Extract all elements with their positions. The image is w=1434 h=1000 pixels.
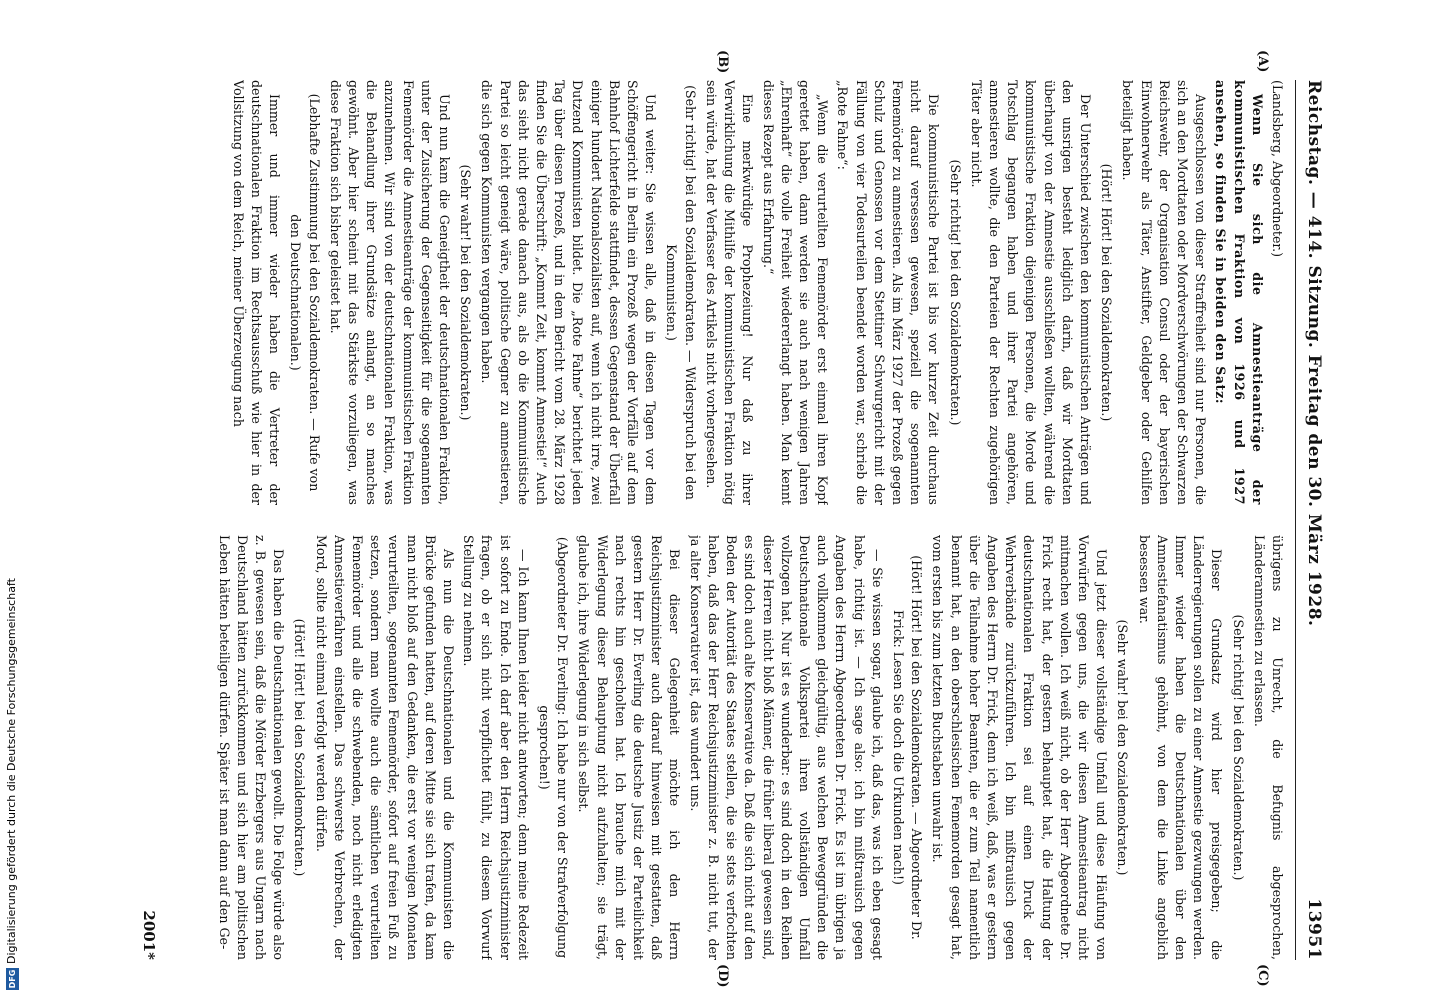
- left-column: [166, 80, 1286, 505]
- quote: „Wenn die verurteilten Fememörder erst einmal ihren Kopf gerettet haben, dann werden sie auch nach wenigen Jahren „Ehrenhaft“ die volle Freiheit wiedererlangt haben. Man kennt dieses Rezept aus Erfahrung.“: [760, 80, 831, 505]
- margin-mark-c: (C): [1255, 964, 1270, 987]
- paragraph: Eine merkwürdige Prophezeiung! Nur daß zu ihrer Verwirklichung die Mithilfe der kommunistischen Fraktion nötig sein würde, hat der Verfasser des Artikels nicht vorhergesehen.: [703, 80, 756, 505]
- interjection: (Lebhafte Zustimmung bei den Sozialdemokraten. — Rufe von den Deutschnationalen.): [288, 93, 322, 492]
- paragraph: Die kommunistische Partei ist bis vor kurzer Zeit durchaus nicht darauf versessen gewesen, speziell die sogenannten Fememörder zu amnestieren. Als im März 1927 der Prozeß gegen Schulz und Genossen vor dem Stettiner Schwurgericht mit der Fällung von vier Todesurteilen beendet worden war, schrieb die „Rote Fahne“:: [835, 80, 942, 505]
- margin-mark-b: (B): [715, 50, 730, 74]
- rotated-page-content: [120, 50, 1330, 988]
- paragraph: (Landsberg, Abgeordneter.): [1270, 80, 1285, 257]
- margin-mark-a: (A): [1255, 50, 1270, 73]
- digitization-note-text: Digitalisierung gefördert durch die Deutsche Forschungsgemeinschaft: [5, 578, 18, 964]
- paragraph: Das haben die Deutschnationalen gewollt. Die Folge würde also z. B. gewesen sein, daß die Mörder Erzbergers aus Ungarn nach Deutschland hätten zurückkommen und sich hier am politischen Leben hätten beteiligen dürfen. Später ist man dann auf den Ge-: [216, 535, 287, 960]
- interjection: (Sehr wahr! bei den Sozialdemokraten.): [458, 164, 474, 421]
- interjection: (Sehr richtig! bei den Sozialdemokraten. — Widerspruch bei den Kommunisten.): [664, 85, 698, 500]
- interjection: (Sehr wahr! bei den Sozialdemokraten.): [1115, 619, 1131, 876]
- paragraph: Und weiter: Sie wissen alle, daß in diesen Tagen vor dem Schöffengericht in Berlin ein Prozeß wegen der Vorfälle auf dem Bahnhof Lichterfelde stattfindet, dessen Gegenstand der Überfall einiger hundert Nationalsozialisten auf, wenn ich nicht irre, zwei Dutzend Kommunisten bildet. Die „Rote Fahne“ berichtet jeden Tag über diesen Prozeß, und in dem Bericht vom 28. März 1928 finden Sie die Überschrift: „Kommt Zeit, kommt Amnestie!“ Auch das sieht nicht gerade danach aus, als ob die Kommunistische Partei so leicht geneigt wäre, politische Gegner zu amnestieren, die sich gegen Kommunisten vergangen haben.: [479, 80, 659, 505]
- scanned-page: [120, 50, 1330, 988]
- paragraph: Dieser Grundsatz wird hier preisgegeben; die Länderregierungen sollen zu einer Amnestie gezwungen werden. Immer wieder haben die Deutschnationalen über den Amnestiefanatismus gehöhnt, von dem die Linke angeblich besessen war.: [1136, 535, 1225, 960]
- interjection: (Sehr richtig! bei den Sozialdemokraten.): [1230, 614, 1246, 881]
- dfg-logo-icon: DFG: [7, 969, 17, 989]
- paragraph: Und nun kam die Geneigtheit der deutschnationalen Fraktion, unter der Zusicherung der Gegenseitigkeit für die sogenannten Fememörder die Amnestieanträge der kommunistischen Fraktion anzunehmen. Wir sind von der deutschnationalen Fraktion, was die Behandlung ihrer Grundsätze anlangt, an so manches gewöhnt. Aber hier scheint mit das Stärkste vorzuliegen, was diese Fraktion sich bisher geleistet hat.: [327, 80, 453, 505]
- signature-mark: 2001*: [140, 910, 158, 960]
- interjection: (Hört! Hört! bei den Sozialdemokraten.): [1099, 163, 1115, 422]
- margin-mark-d: (D): [715, 964, 730, 988]
- paragraph: — Sie wissen sogar, glaube ich, daß das, was ich eben gesagt habe, richtig ist. — Ich sage also: ich bin mißtrauisch gegen Angaben des Herrn Abgeordneten Dr. Frick. Es ist im übrigen ja auch vollkommen gleichgültig, aus welchen Beweggründen die Deutschnationale Volkspartei ihren vollständigen Umfall vollzogen hat. Nur ist es wunderbar: es sind doch in den Reihen dieser Herren nicht bloß Männer, die früher liberal gewesen sind, es sind doch auch alte Konservative da. Daß die sich nicht auf den Boden der Autorität des Staates stellen, die sie stets verfochten haben, daß das der Herr Reichsjustizminister z. B. nicht tut, der ja alter Konservativer ist, das wundert uns.: [687, 535, 885, 960]
- header-rule: [1295, 80, 1296, 960]
- right-column: [166, 535, 1286, 960]
- paragraph: Wenn Sie sich die Amnestieanträge der kommunistischen Fraktion von 1926 und 1927 ansehen, so finden Sie in beiden den Satz:: [1213, 80, 1265, 505]
- interjection: (Abgeordneter Dr. Everling: Ich habe nur von der Strafverfolgung gesprochen!): [537, 536, 571, 959]
- paragraph: übrigens zu Unrecht, die Befugnis abgesprochen, Länderamnestien zu erlassen.: [1251, 535, 1285, 960]
- paragraph: Bei dieser Gelegenheit möchte ich den Herrn Reichsjustizminister auch darauf hinweisen mit gestatten, daß gestern Herr Dr. Everling die deutsche Justiz der Parteilichkeit nach rechts hin gescholten hat. Ich brauche mich mit der Widerlegung dieser Behauptung nicht aufzuhalten; sie trägt, glaube ich, ihre Widerlegung in sich selbst.: [576, 535, 683, 960]
- page-number: 13951: [1304, 898, 1324, 960]
- interjection: (Hört! Hört! bei den Sozialdemokraten.): [292, 618, 308, 877]
- page-header: [1296, 80, 1330, 960]
- paragraph: Ausgeschlossen von dieser Straffreiheit sind nur Personen, die sich an den Mordtaten oder Mordverschwörungen der Schwarzen Reichswehr, der Organisation Consul oder der bayerischen Einwohnerwehr als Täter, Anstifter, Geldgeber oder Gehilfen beteiligt haben.: [1120, 80, 1209, 505]
- paragraph: Der Unterschied zwischen den kommunistischen Anträgen und den unsrigen besteht lediglich darin, daß wir Mordtaten überhaupt von der Amnestie ausschließen wollten, während die kommunistische Fraktion diejenigen Personen, die Morde und Totschlag begangen haben und ihrer Partei angehören, amnestieren wollte, die den Parteien der Rechten zugehörigen Täter aber nicht.: [968, 80, 1093, 505]
- paragraph: Immer und immer wieder haben die Vertreter der deutschnationalen Fraktion im Rechtsausschuß wie hier in der Vollsitzung von dem Reich, meiner Überzeugung nach: [230, 80, 283, 505]
- paragraph: Und jetzt dieser vollständige Umfall und diese Häufung von Vorwürfen gegen uns, die wir diesen Amnestieantrag nicht mitmachen wollen. Ich weiß nicht, ob der Herr Abgeordnete Dr. Frick recht hat, der gestern behauptet hat, die Haltung der deutschnationalen Fraktion sei auf einen Druck der Wehrverbände zurückzuführen. Ich bin mißtrauisch gegen Angaben des Herrn Dr. Frick, denn ich weiß, daß, was er gestern über die Teilnahme hoher Beamten, die er zum Teil namentlich benannt hat, an den oberschlesischen Fememorden gesagt hat, vom ersten bis zum letzten Buchstaben unwahr ist.: [930, 535, 1110, 960]
- paragraph: — Ich kann Ihnen leider nicht antworten; denn meine Redezeit ist sofort zu Ende. Ich darf aber den Herrn Reichsjustizminister fragen, ob er sich nicht verpflichtet fühlt, zu diesem Vorwurf Stellung zu nehmen.: [461, 535, 531, 960]
- interjection: (Sehr richtig! bei den Sozialdemokraten.): [947, 159, 963, 426]
- page-footer: [132, 80, 162, 960]
- header-left: Reichstag. — 414. Sitzung. Freitag den 30. März 1928.: [1304, 80, 1324, 627]
- digitization-note: [2, 0, 26, 1000]
- paragraph: Als nun die Deutschnationalen und die Kommunisten die Brücke gefunden hatten, auf deren Mitte sie sich trafen, da kam man nicht bloß auf den Gedanken, die erst vor wenigen Monaten verurteilten, sogenannten Fememörder, sofort auf freien Fuß zu setzen, sondern man wollte auch die sämtlichen verurteilten Fememörder und alle die schwebenden, noch nicht erledigten Amnestieverfahren einstellen. Das schwerste Verbrechen, der Mord, sollte nicht einmal verfolgt werden dürfen.: [313, 535, 457, 960]
- interjection: (Hört! Hört! bei den Sozialdemokraten. — Abgeordneter Dr. Frick: Lesen Sie doch die Urkunden nach!): [890, 555, 925, 940]
